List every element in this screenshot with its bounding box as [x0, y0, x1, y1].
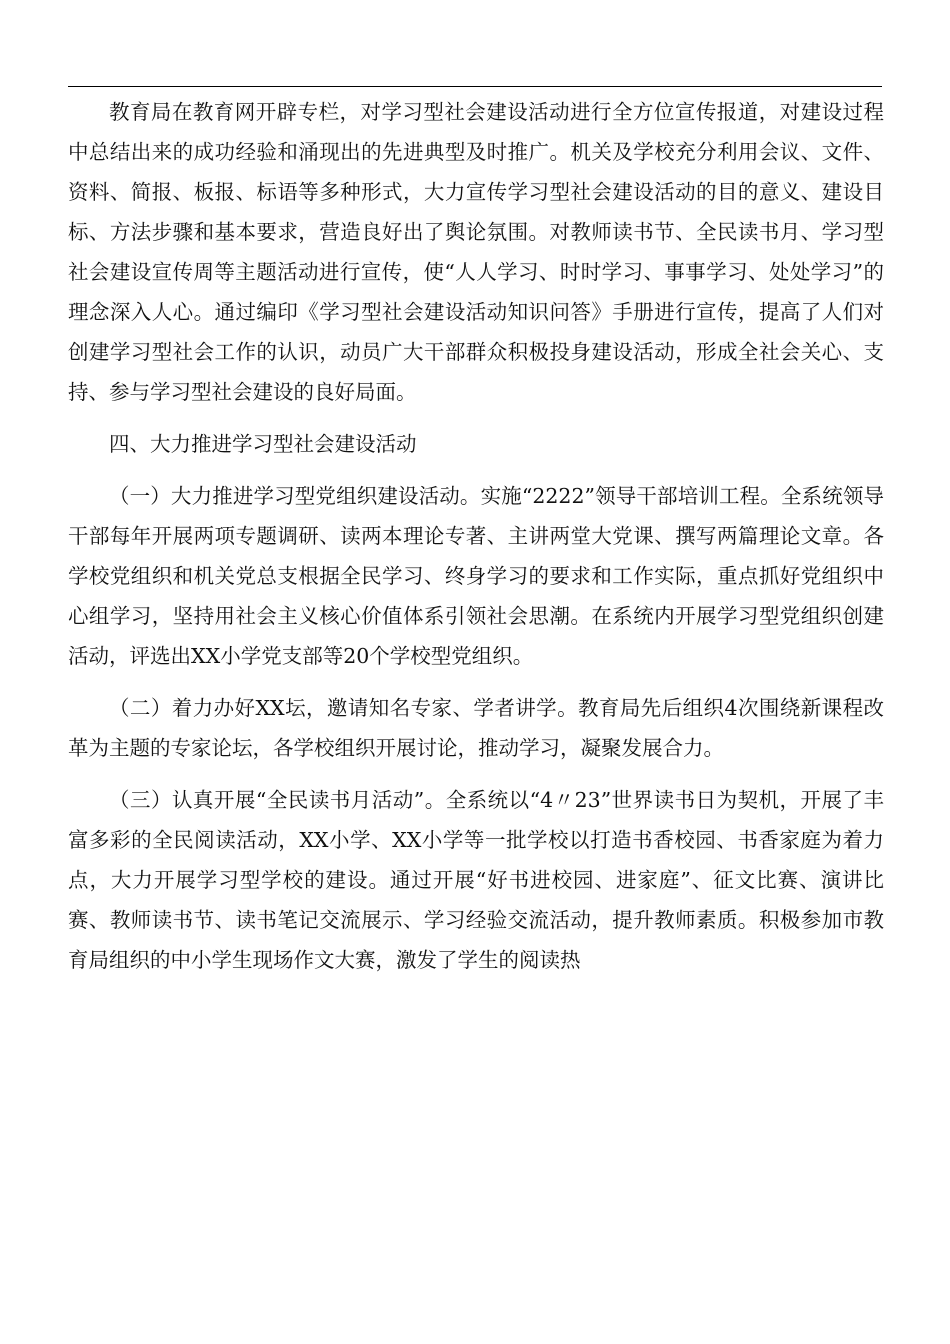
paragraph-publicity: 教育局在教育网开辟专栏，对学习型社会建设活动进行全方位宣传报道，对建设过程中总结出来的成功经验和涌现出的先进典型及时推广。机关及学校充分利用会议、文件、资料、简报、板报、标语等多种形式，大力宣传学习型社会建设活动的目的意义、建设目标、方法步骤和基本要求，营造良好出了舆论氛围。对教师读书节、全民读书月、学习型社会建设宣传周等主题活动进行宣传，使“人人学习、时时学习、事事学习、处处学习”的理念深入人心。通过编印《学习型社会建设活动知识问答》手册进行宣传，提高了人们对创建学习型社会工作的认识，动员广大干部群众积极投身建设活动，形成全社会关心、支持、参与学习型社会建设的良好局面。 — [68, 100, 884, 404]
section-heading-4: 四、大力推进学习型社会建设活动 — [109, 432, 417, 456]
paragraph-forum: （二）着力办好XX坛，邀请知名专家、学者讲学。教育局先后组织4次围绕新课程改革为主题的专家论坛，各学校组织开展讨论，推动学习，凝聚发展合力。 — [68, 696, 884, 760]
paragraph-reading-month: （三）认真开展“全民读书月活动”。全系统以“4〃23”世界读书日为契机，开展了丰富多彩的全民阅读活动，XX小学、XX小学等一批学校以打造书香校园、书香家庭为着力点，大力开展学习型学校的建设。通过开展“好书进校园、进家庭”、征文比赛、演讲比赛、教师读书节、读书笔记交流展示、学习经验交流活动，提升教师素质。积极参加市教育局组织的中小学生现场作文大赛，激发了学生的阅读热 — [68, 788, 884, 972]
paragraph-party-organization: （一）大力推进学习型党组织建设活动。实施“2222”领导干部培训工程。全系统领导干部每年开展两项专题调研、读两本理论专著、主讲两堂大党课、撰写两篇理论文章。各学校党组织和机关党总支根据全民学习、终身学习的要求和工作实际，重点抓好党组织中心组学习，坚持用社会主义核心价值体系引领社会思潮。在系统内开展学习型党组织创建活动，评选出XX小学党支部等20个学校型党组织。 — [68, 484, 884, 668]
header-rule — [68, 86, 882, 87]
document-body — [68, 92, 884, 980]
